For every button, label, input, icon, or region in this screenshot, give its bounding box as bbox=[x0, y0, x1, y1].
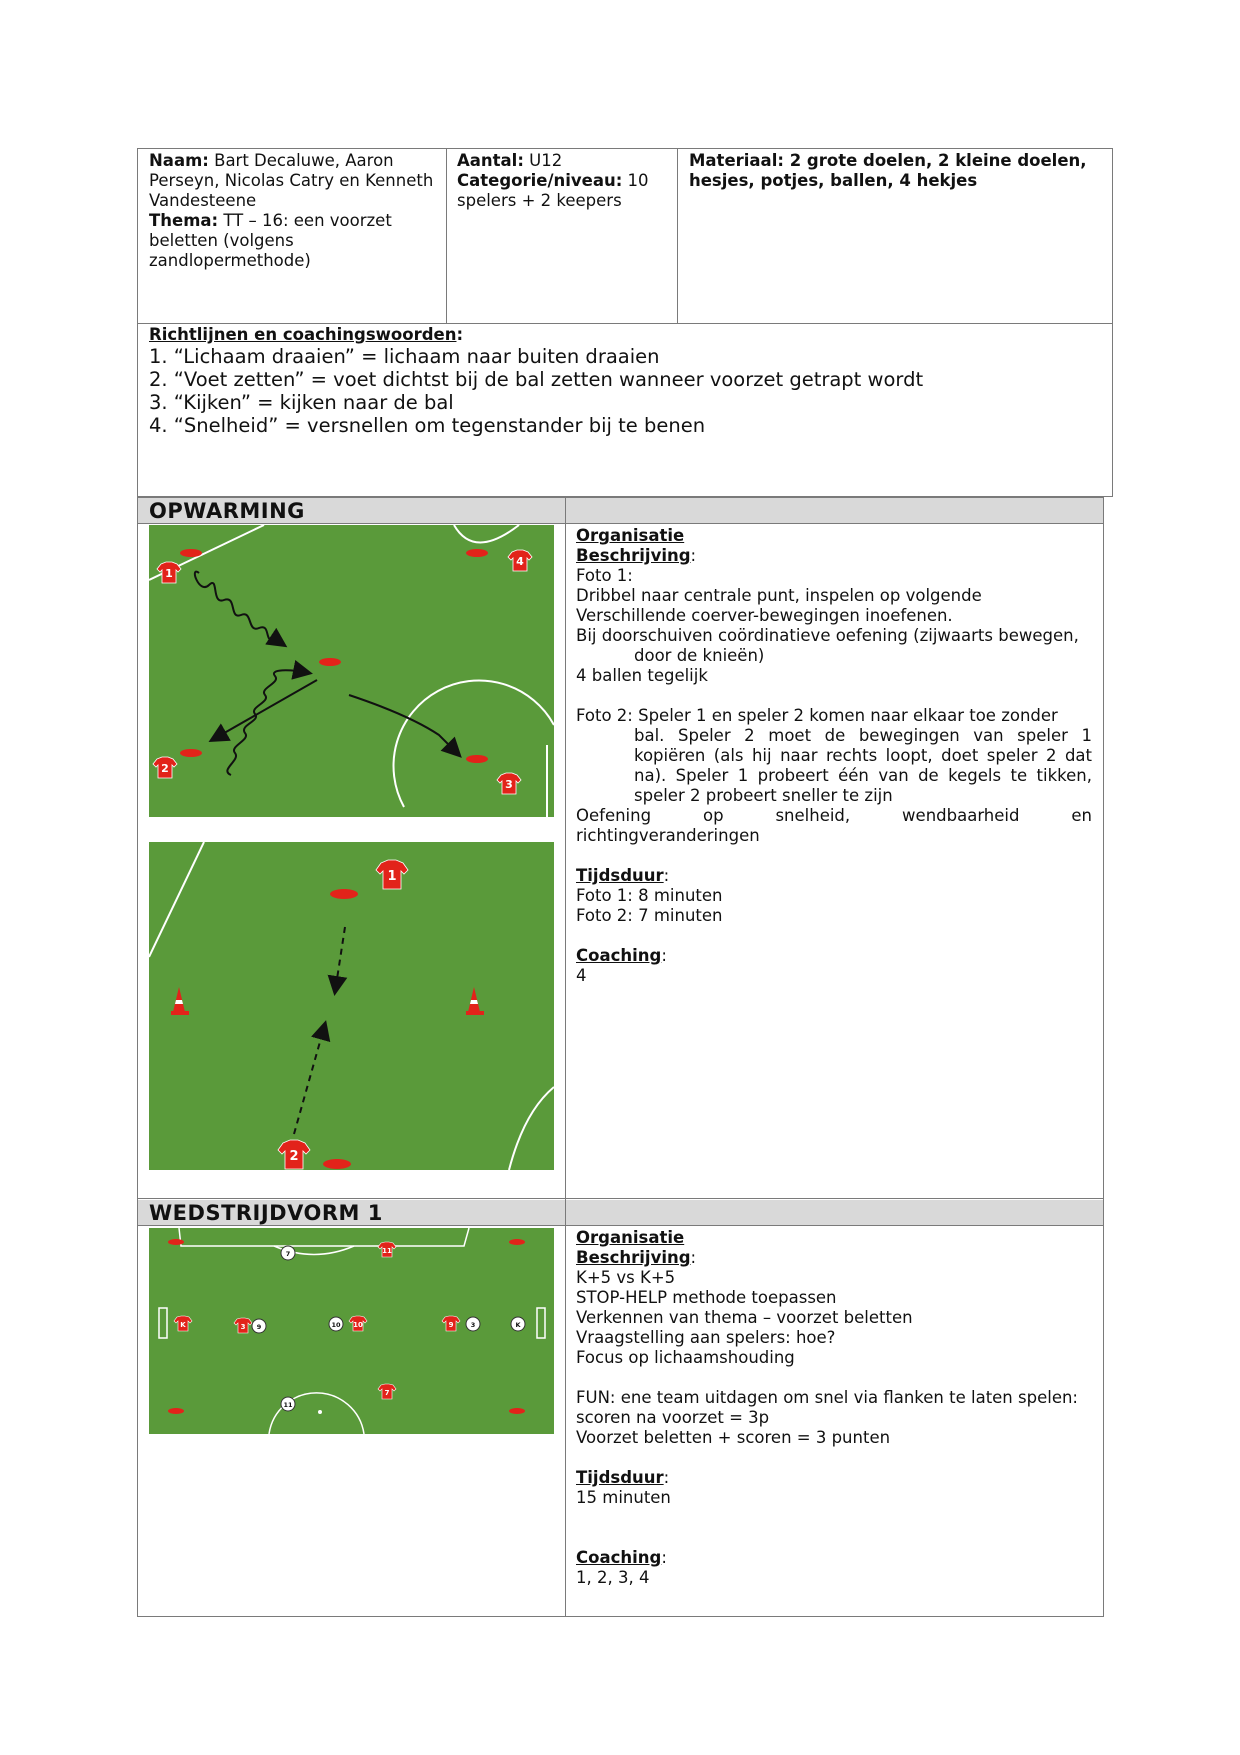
player-number: 2 bbox=[161, 762, 169, 775]
tijdsduur-heading: Tijdsduur bbox=[576, 1468, 664, 1487]
categorie-value: 10 spelers + 2 keepers bbox=[457, 171, 649, 210]
guideline-item: 2. “Voet zetten” = voet dichtst bij de bal zetten wanneer voorzet getrapt wordt bbox=[149, 368, 924, 391]
thema-label: Thema: bbox=[149, 211, 219, 230]
foto1-label: Foto 1: bbox=[576, 566, 633, 585]
naam-label: Naam: bbox=[149, 151, 209, 170]
aantal-cell bbox=[457, 151, 667, 211]
svg-text:K: K bbox=[515, 1321, 521, 1329]
warmup-diagram-2 bbox=[149, 842, 554, 1170]
warmup-diagram-1 bbox=[149, 525, 554, 817]
guideline-item: 4. “Snelheid” = versnellen om tegenstander bij te benen bbox=[149, 414, 706, 437]
categorie-label: Categorie/niveau: bbox=[457, 171, 623, 190]
tijdsduur-heading: Tijdsduur bbox=[576, 866, 664, 885]
guidelines-title: Richtlijnen en coachingswoorden bbox=[149, 325, 457, 344]
organisatie-heading: Organisatie bbox=[576, 1228, 685, 1247]
match-title: WEDSTRIJDVORM 1 bbox=[149, 1201, 383, 1225]
aantal-label: Aantal: bbox=[457, 151, 524, 170]
guideline-item: 1. “Lichaam draaien” = lichaam naar buiten draaien bbox=[149, 345, 660, 368]
svg-text:10: 10 bbox=[331, 1321, 341, 1329]
svg-text:9: 9 bbox=[448, 1321, 454, 1329]
svg-text:3: 3 bbox=[240, 1323, 246, 1331]
aantal-value: U12 bbox=[523, 151, 563, 170]
match-text: Organisatie Beschrijving: K+5 vs K+5 STOP-HELP methode toepassen Verkennen van thema – voorzet beletten Vraagstelling aan spelers: hoe? Focus op lichaamshouding FUN: ene team uitdagen om snel via flanken te laten spelen: scoren na voorzet = 3p Voorzet beletten + scoren = 3 punten Tijdsduur: 15 minuten Coaching: 1, 2, 3, 4 bbox=[576, 1228, 1092, 1588]
naam-value: Bart Decaluwe, Aaron Perseyn, Nicolas Catry en Kenneth Vandesteene bbox=[149, 151, 434, 210]
organisatie-heading: Organisatie bbox=[576, 526, 685, 545]
svg-text:11: 11 bbox=[283, 1401, 293, 1409]
svg-text:K: K bbox=[180, 1321, 186, 1329]
player-number: 2 bbox=[289, 1149, 299, 1164]
warmup-title: OPWARMING bbox=[149, 499, 305, 523]
svg-text:3: 3 bbox=[470, 1321, 476, 1329]
coaching-heading: Coaching bbox=[576, 946, 662, 965]
player-number: 4 bbox=[516, 555, 524, 568]
beschrijving-heading: Beschrijving bbox=[576, 1248, 691, 1267]
svg-text:7: 7 bbox=[285, 1250, 291, 1258]
player-number: 1 bbox=[387, 869, 397, 884]
thema-value: TT – 16: een voorzet beletten (volgens zandlopermethode) bbox=[149, 211, 392, 270]
guidelines-cell: Richtlijnen en coachingswoorden: 1. “Lichaam draaien” = lichaam naar buiten draaien 2. “Voet zetten” = voet dichtst bij de bal zetten wanneer voorzet getrapt wordt 3. “Kijken” = kijken naar de bal 4. “Snelheid” = versnellen om tegenstander bij te benen bbox=[149, 325, 1099, 437]
match-diagram bbox=[149, 1228, 554, 1434]
svg-text:7: 7 bbox=[384, 1389, 390, 1397]
guideline-item: 3. “Kijken” = kijken naar de bal bbox=[149, 391, 454, 414]
svg-text:9: 9 bbox=[256, 1323, 262, 1331]
beschrijving-heading: Beschrijving bbox=[576, 546, 691, 565]
player-number: 1 bbox=[165, 567, 173, 580]
player-number: 3 bbox=[505, 778, 513, 791]
warmup-text: Organisatie Beschrijving: Foto 1: Dribbel naar centrale punt, inspelen op volgende Verschillende coerver-bewegingen inoefenen. Bij doorschuiven coördinatieve oefening (zijwaarts bewegen, door de knieën) 4 ballen tegelijk Foto 2: Speler 1 en speler 2 komen naar elkaar toe zonder bal. Speler 2 moet de bewegingen van speler 1 kopiëren (als hij naar rechts loopt, doet speler 2 dat na). Speler 1 probeert één van de kegels te tikken, speler 2 probeert sneller te zijn Oefening op snelheid, wendbaarheid en richtingveranderingen Tijdsduur: Foto 1: 8 minuten Foto 2: 7 minuten Coaching: 4 bbox=[576, 526, 1092, 985]
naam-cell bbox=[149, 151, 434, 271]
coaching-heading: Coaching bbox=[576, 1548, 662, 1567]
svg-text:11: 11 bbox=[382, 1247, 392, 1255]
materiaal-cell: Materiaal: 2 grote doelen, 2 kleine doelen, hesjes, potjes, ballen, 4 hekjes bbox=[689, 151, 1087, 190]
svg-text:10: 10 bbox=[353, 1321, 363, 1329]
